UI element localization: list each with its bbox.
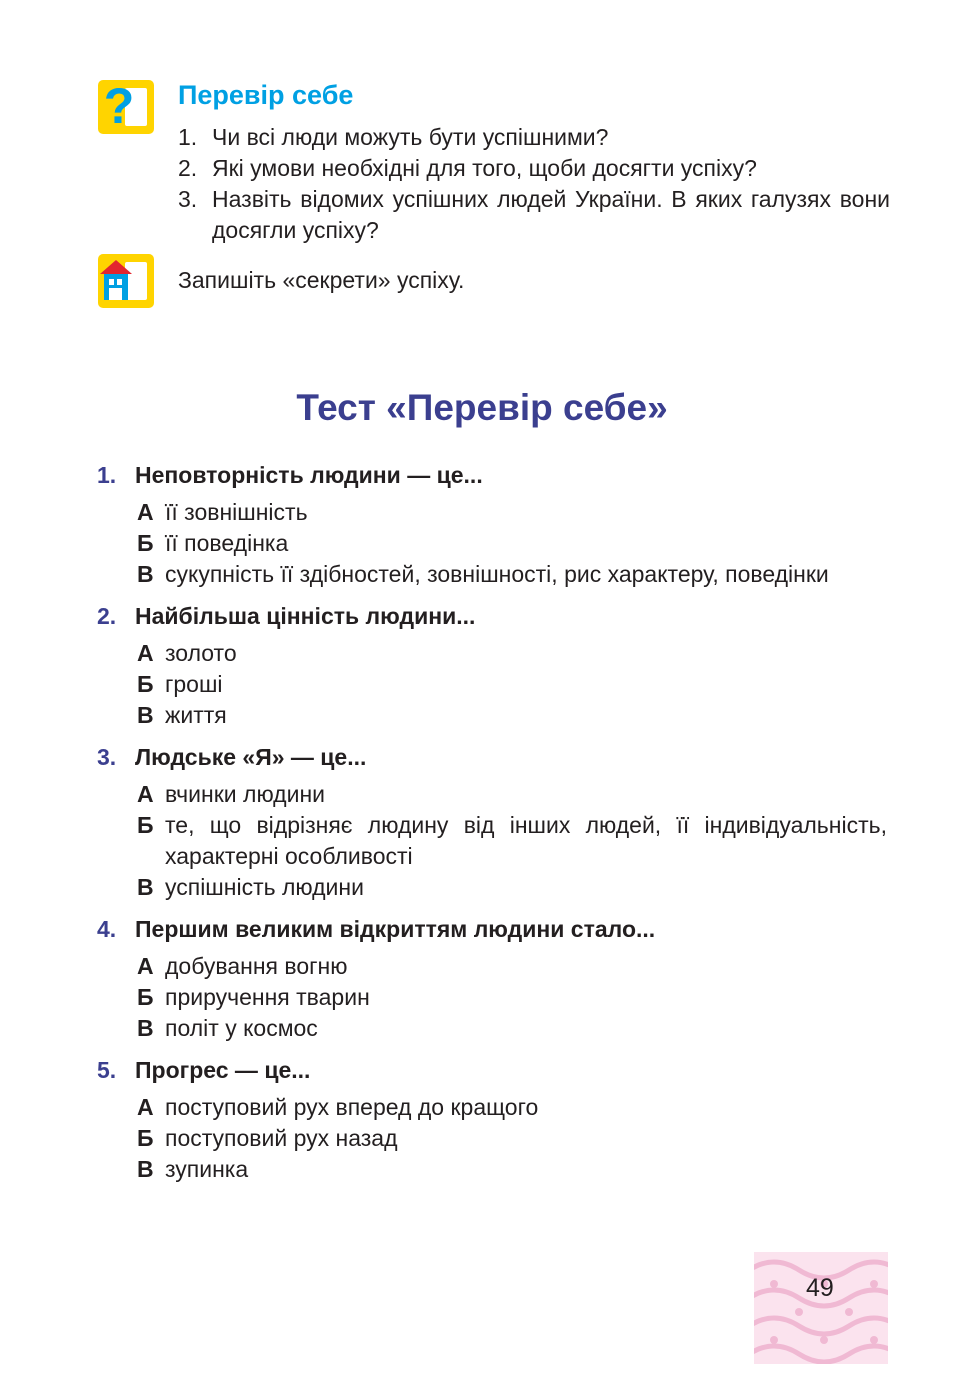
question-text: Першим великим відкриттям людини стало...	[135, 916, 656, 942]
answer-option: А добування вогню	[137, 953, 348, 979]
answer-option: А її зовнішність	[137, 499, 308, 525]
list-item: 2. Які умови необхідні для того, щоби досягти успіху?	[178, 155, 757, 181]
test-question: 3. Людське «Я» — це... А вчинки людини Б те, що відрізняє людину від інших людей, її індивідуальність, характерні особливості В успішність людини	[97, 740, 887, 903]
page-corner-ornament	[754, 1252, 888, 1364]
answer-option: В політ у космос	[137, 1015, 318, 1041]
answer-option: В сукупність її здібностей, зовнішності, рис характеру, поведінки	[137, 561, 829, 587]
question-text: Людське «Я» — це...	[135, 744, 367, 770]
question-text: Найбільша цінність людини...	[135, 603, 476, 629]
home-task-text: Запишіть «секрети» успіху.	[178, 267, 465, 293]
answer-option: Б те, що відрізняє людину від інших людей, її індивідуальність, характерні особливості	[137, 812, 887, 869]
self-check-questions	[178, 122, 890, 246]
answer-option: Б гроші	[137, 671, 223, 697]
answer-option: В життя	[137, 702, 227, 728]
page-number: 49	[806, 1274, 834, 1302]
list-item: 3. Назвіть відомих успішних людей України. В яких галузях вони досягли успіху?	[178, 186, 890, 243]
answer-option: Б поступовий рух назад	[137, 1125, 398, 1151]
list-item: 1. Чи всі люди можуть бути успішними?	[178, 124, 609, 150]
test-question: 2. Найбільша цінність людини... А золото Б гроші В життя	[97, 599, 887, 731]
answer-option: В успішність людини	[137, 874, 364, 900]
test-question: 1. Неповторність людини — це... А її зовнішність Б її поведінка В сукупність її здібностей, зовнішності, рис характеру, поведінки	[97, 458, 887, 590]
house-icon	[96, 252, 156, 310]
answer-option: В зупинка	[137, 1156, 249, 1182]
answer-option: А вчинки людини	[137, 781, 326, 807]
answer-option: А поступовий рух вперед до кращого	[137, 1094, 539, 1120]
self-check-heading: Перевір себе	[178, 80, 354, 110]
answer-option: Б приручення тварин	[137, 984, 370, 1010]
answer-option: Б її поведінка	[137, 530, 289, 556]
test-title: Тест «Перевір себе»	[296, 387, 668, 428]
test-questions	[97, 458, 887, 1194]
test-question: 5. Прогрес — це... А поступовий рух вперед до кращого Б поступовий рух назад В зупинка	[97, 1053, 887, 1185]
answer-option: А золото	[137, 640, 237, 666]
question-text: Прогрес — це...	[135, 1057, 311, 1083]
question-mark-icon	[96, 78, 156, 136]
test-question: 4. Першим великим відкриттям людини стало... А добування вогню Б приручення тварин В політ у космос	[97, 912, 887, 1044]
question-text: Неповторність людини — це...	[135, 462, 483, 488]
svg-text:?: ?	[103, 78, 135, 134]
